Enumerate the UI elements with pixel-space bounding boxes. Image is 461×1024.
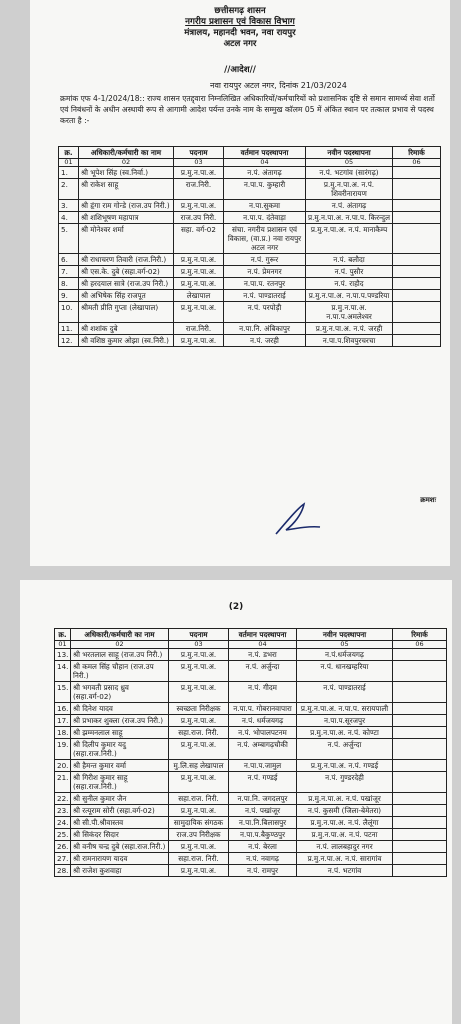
column-number: 02: [79, 159, 174, 167]
table-cell: प्र.मु.न.पा.अ.: [169, 661, 229, 682]
table-cell: न.पं. गुण्डरदेही: [297, 772, 393, 793]
table-cell: प्र.मु.न.पा.अ. न.पं. पटना: [297, 829, 393, 841]
table-cell: सहा.राज. निरी.: [169, 793, 229, 805]
table-row: [59, 224, 441, 254]
table-cell: [393, 266, 441, 278]
table-cell: न.पं. भोपालपटनम: [229, 727, 297, 739]
city-name: अटल नगर: [223, 39, 257, 49]
department-name: नगरीय प्रशासन एवं विकास विभाग: [185, 17, 295, 27]
table-cell: [393, 290, 441, 302]
table-cell: श्री भूपेश सिंह (स्व.निर्वा.): [79, 167, 174, 179]
column-number: 05: [297, 641, 393, 649]
table-row: [55, 817, 447, 829]
table-cell: श्री हैमन्त कुमार वर्मा: [71, 760, 169, 772]
table-cell: न.पा.प.जामुल: [229, 760, 297, 772]
table-row: [55, 661, 447, 682]
table-cell: 17.: [55, 715, 71, 727]
order-page-1: [30, 0, 450, 566]
table-cell: 15.: [55, 682, 71, 703]
table-cell: [393, 841, 447, 853]
table-cell: न.पं. गण्डई: [229, 772, 297, 793]
table-cell: न.पं. गुरूर: [224, 254, 306, 266]
table-cell: न.पं. पखांजूर: [229, 805, 297, 817]
table-cell: 9.: [59, 290, 79, 302]
column-header: अधिकारी/कर्मचारी का नाम: [79, 147, 174, 159]
column-header: रिमार्क: [393, 147, 441, 159]
column-number-row: [59, 159, 441, 167]
table-cell: न.पा.प.बैकुण्ठपुर: [229, 829, 297, 841]
table-cell: न.पं. धानखम्हरिया: [297, 661, 393, 682]
table-cell: सहा.राज. निरी.: [169, 727, 229, 739]
table-cell: राज.उप निरी.: [174, 212, 224, 224]
table-cell: [393, 200, 441, 212]
table-cell: प्र.मु.न.पा.अ.: [174, 278, 224, 290]
table-cell: प्र.मु.न.पा.अ. न.पं. पखांजूर: [297, 793, 393, 805]
table-cell: सहा. वर्ग-02: [174, 224, 224, 254]
table-row: [55, 829, 447, 841]
table-cell: श्री राधाचरण तिवारी (राज.निरी.): [79, 254, 174, 266]
table-cell: श्री राकेश साहू: [79, 179, 174, 200]
table-cell: 28.: [55, 865, 71, 877]
column-number: 04: [224, 159, 306, 167]
table-cell: श्री रत्यूराम सोरी (सहा.वर्ग-02): [71, 805, 169, 817]
table-cell: प्र.मु.न.पा.अ. न.पा.प.अमलेश्वर: [306, 302, 393, 323]
table-row: [55, 649, 447, 661]
table-cell: 4.: [59, 212, 79, 224]
table-cell: न.पं. राहौद: [306, 278, 393, 290]
table-cell: न.पं. कुसमी (जिला-बेमेतरा): [297, 805, 393, 817]
table-cell: [393, 829, 447, 841]
table-cell: प्र.मु.न.पा.अ. न.पं. सारागांव: [297, 853, 393, 865]
table-cell: श्री राजेश कुशवाहा: [71, 865, 169, 877]
table-header-row: [59, 147, 441, 159]
table-cell: न.पं. भटगांव: [297, 865, 393, 877]
govt-name: छत्तीसगढ़ शासन: [214, 6, 266, 16]
table-cell: प्र.मु.न.पा.अ. न.पं. गण्डई: [297, 760, 393, 772]
table-cell: [393, 865, 447, 877]
table-cell: प्र.मु.न.पा.अ.: [169, 715, 229, 727]
table-cell: श्री गिरीश कुमार साहू (सहा.राज.निरी.): [71, 772, 169, 793]
table-cell: श्री दिलीप कुमार यदु (सहा.राज.निरी.): [71, 739, 169, 760]
table-cell: श्री दिनेश यादव: [71, 703, 169, 715]
table-cell: [393, 760, 447, 772]
table-cell: 11.: [59, 323, 79, 335]
table-cell: प्र.मु.न.पा.अ. न.पं. लैलूंगा: [297, 817, 393, 829]
table-cell: 6.: [59, 254, 79, 266]
transfer-table-2: [54, 628, 447, 877]
table-cell: न.पं. डभरा: [229, 649, 297, 661]
table-cell: [393, 254, 441, 266]
table-cell: श्री मोनेश्वर शर्मा: [79, 224, 174, 254]
table-cell: 12.: [59, 335, 79, 347]
table-cell: [393, 715, 447, 727]
table-cell: प्र.मु.न.पा.अ.: [174, 266, 224, 278]
table-cell: [393, 335, 441, 347]
table-row: [59, 302, 441, 323]
table-cell: स्वच्छता निरीक्षक: [169, 703, 229, 715]
table-cell: न.पं. बेरला: [229, 841, 297, 853]
table-row: [55, 805, 447, 817]
table-row: [59, 200, 441, 212]
table-row: [59, 278, 441, 290]
table-cell: [393, 661, 447, 682]
table-cell: [393, 682, 447, 703]
table-cell: [393, 179, 441, 200]
table-cell: न.पा.प. दंतेवाड़ा: [224, 212, 306, 224]
table-cell: प्र.मु.न.पा.अ.: [174, 200, 224, 212]
table-cell: 13.: [55, 649, 71, 661]
table-cell: न.पं. लालबहादुर नगर: [297, 841, 393, 853]
signature: [258, 500, 328, 540]
table-cell: 27.: [55, 853, 71, 865]
table-row: [59, 335, 441, 347]
table-cell: प्र.मु.न.पा.अ.: [169, 682, 229, 703]
table-cell: श्री भगवती प्रसाद ध्रुव (सहा.वर्ग-02): [71, 682, 169, 703]
table-cell: श्री प्रभाकर शुक्ला (राज.उप निरी.): [71, 715, 169, 727]
table-cell: [393, 727, 447, 739]
table-row: [59, 323, 441, 335]
table-cell: [393, 853, 447, 865]
table-cell: 18.: [55, 727, 71, 739]
table-cell: श्री भरतलाल साहू (राज.उप निरी.): [71, 649, 169, 661]
table-cell: प्र.मु.न.पा.अ. न.पा.प. सरायपाली: [297, 703, 393, 715]
table-row: [59, 167, 441, 179]
page-number: (2): [228, 602, 244, 612]
column-header: क्र.: [59, 147, 79, 159]
order-paragraph: क्रमांक एफ 4-1/2024/18:: राज्य शासन एतद्द्वारा निम्नलिखित अधिकारियों/कर्मचारियों को प्रशासनिक दृष्टि से समान सामर्थ्य सेवा शर्तो एवं निबंधनों के अधीन अस्थायी रूप से आगामी आदेश पर्यन्त उनके नाम के सम्मुख कॉलम 05 में अंकित स्थान पर तत्काल प्रभाव से पदस्थ करता है :-: [60, 94, 435, 125]
table-cell: न.पं. नवागढ़: [229, 853, 297, 865]
table-cell: 8.: [59, 278, 79, 290]
table-cell: [393, 212, 441, 224]
column-header: वर्तमान पदस्थापना: [224, 147, 306, 159]
table-cell: न.पा.सुकमा: [224, 200, 306, 212]
table-row: [55, 703, 447, 715]
table-cell: [393, 323, 441, 335]
table-row: [55, 760, 447, 772]
table-cell: मु.लि.सह लेखापाल: [169, 760, 229, 772]
table-cell: न.पा.प. गोबरानवापारा: [229, 703, 297, 715]
table-cell: [393, 167, 441, 179]
table-row: [59, 179, 441, 200]
table-cell: [393, 278, 441, 290]
table-cell: 21.: [55, 772, 71, 793]
table-cell: न.पं. अर्जुन्दा: [297, 739, 393, 760]
table-cell: न.पा.प. कुम्हारी: [224, 179, 306, 200]
table-row: [55, 772, 447, 793]
table-cell: न.पं.धर्मजयगढ़: [297, 649, 393, 661]
table-cell: श्री वशिष्ठ कुमार ओझा (स्व.निरी.): [79, 335, 174, 347]
column-number: 01: [59, 159, 79, 167]
table-cell: प्र.मु.न.पा.अ. न.पं. कोण्टा: [297, 727, 393, 739]
column-header: रिमार्क: [393, 629, 447, 641]
table-cell: न.पा.प. रतनपुर: [224, 278, 306, 290]
table-row: [59, 212, 441, 224]
table-cell: न.पं. अंतागढ़: [224, 167, 306, 179]
order-title: //आदेश//: [224, 65, 256, 75]
table-cell: सामुदायिक संगठक: [169, 817, 229, 829]
table-cell: [393, 805, 447, 817]
table-cell: [393, 649, 447, 661]
table-cell: न.पं. प्रेमनगर: [224, 266, 306, 278]
table-cell: श्री सुनील कुमार जैन: [71, 793, 169, 805]
table-cell: न.पा.नि. अंबिकापुर: [224, 323, 306, 335]
table-cell: न.पा.प.शिवपुरचरचा: [306, 335, 393, 347]
column-number: 03: [169, 641, 229, 649]
table-cell: प्र.मु.न.पा.अ.: [169, 772, 229, 793]
table-cell: 22.: [55, 793, 71, 805]
table-cell: श्री शशांक दुबे: [79, 323, 174, 335]
column-header: क्र.: [55, 629, 71, 641]
table-cell: [393, 772, 447, 793]
table-cell: प्र.मु.न.पा.अ.: [174, 167, 224, 179]
table-cell: न.पं. धर्मजयगढ़: [229, 715, 297, 727]
letterhead: [30, 6, 450, 50]
column-header: अधिकारी/कर्मचारी का नाम: [71, 629, 169, 641]
table-cell: श्री शशिभूषण महापात्र: [79, 212, 174, 224]
column-header: नवीन पदस्थापना: [306, 147, 393, 159]
table-cell: प्र.मु.न.पा.अ.: [169, 805, 229, 817]
table-row: [55, 715, 447, 727]
table-cell: [393, 739, 447, 760]
table-cell: न.पं. जरही: [224, 335, 306, 347]
table-cell: प्र.मु.न.पा.अ.: [169, 865, 229, 877]
table-cell: 2.: [59, 179, 79, 200]
ministry-address: मंत्रालय, महानदी भवन, नवा रायपुर: [184, 28, 296, 38]
table-cell: [393, 793, 447, 805]
column-header: वर्तमान पदस्थापना: [229, 629, 297, 641]
table-cell: न.पं. भटगांव (सारंगढ़): [306, 167, 393, 179]
table-cell: न.पं. बलौदा: [306, 254, 393, 266]
transfer-table-1: [58, 146, 441, 347]
table-cell: श्री सी.पी.श्रीवास्तव: [71, 817, 169, 829]
table-cell: [393, 817, 447, 829]
table-cell: श्री कमल सिंह चौहान (राज.उप निरी.): [71, 661, 169, 682]
table-cell: प्र.मु.न.पा.अ. न.पं. शिवरीनारायण: [306, 179, 393, 200]
table-cell: लेखापाल: [174, 290, 224, 302]
table-cell: 14.: [55, 661, 71, 682]
table-cell: 25.: [55, 829, 71, 841]
table-row: [59, 266, 441, 278]
table-cell: संचा. नगरीय प्रशासन एवं विकास, (वा.प्र.) नवा रायपुर अटल नगर: [224, 224, 306, 254]
table-cell: श्रीमती प्रीति गुप्ता (लेखापाल): [79, 302, 174, 323]
table-cell: न.पं. रामपुर: [229, 865, 297, 877]
table-cell: राज.उप निरीक्षक: [169, 829, 229, 841]
column-header: पदनाम: [169, 629, 229, 641]
table-row: [55, 841, 447, 853]
table-cell: श्री झम्मनलाल साहू: [71, 727, 169, 739]
table-cell: न.पं. गीदम: [229, 682, 297, 703]
column-number: 06: [393, 159, 441, 167]
table-cell: प्र.मु.न.पा.अ. न.पं. मानाकैम्प: [306, 224, 393, 254]
table-cell: 16.: [55, 703, 71, 715]
table-row: [55, 853, 447, 865]
table-cell: प्र.मु.न.पा.अ.: [169, 841, 229, 853]
table-cell: 10.: [59, 302, 79, 323]
column-number: 06: [393, 641, 447, 649]
table-row: [55, 865, 447, 877]
table-cell: न.पा.नि.बिलासपुर: [229, 817, 297, 829]
table-cell: न.पा.प.सूरजपुर: [297, 715, 393, 727]
table-cell: 23.: [55, 805, 71, 817]
table-cell: प्र.मु.न.पा.अ. न.पं. जरही: [306, 323, 393, 335]
table-cell: प्र.मु.न.पा.अ.: [174, 254, 224, 266]
table-row: [55, 682, 447, 703]
table-cell: 5.: [59, 224, 79, 254]
table-cell: प्र.मु.न.पा.अ.: [169, 739, 229, 760]
table-cell: सहा.राज. निरी.: [169, 853, 229, 865]
table-row: [55, 739, 447, 760]
table-cell: 26.: [55, 841, 71, 853]
table-cell: न.पं. पाण्डातराई: [224, 290, 306, 302]
table-cell: राज.निरी.: [174, 323, 224, 335]
table-row: [55, 793, 447, 805]
table-cell: श्री सिकंदर सिदार: [71, 829, 169, 841]
table-cell: प्र.मु.न.पा.अ. न.पा.प. किरन्दुल: [306, 212, 393, 224]
column-number: 04: [229, 641, 297, 649]
table-cell: [393, 224, 441, 254]
table-cell: श्री हृंगा राम गोन्डे (राज.उप निरी.): [79, 200, 174, 212]
table-cell: प्र.मु.न.पा.अ.: [174, 335, 224, 347]
table-cell: प्र.मु.न.पा.अ. न.पा.प.पण्डरिया: [306, 290, 393, 302]
table-cell: 19.: [55, 739, 71, 760]
table-cell: 1.: [59, 167, 79, 179]
column-number-row: [55, 641, 447, 649]
table-cell: श्री वनीष चन्द्र दुबे (सहा.राज.निरी.): [71, 841, 169, 853]
table-cell: न.पं. पुसौर: [306, 266, 393, 278]
table-cell: 3.: [59, 200, 79, 212]
table-row: [59, 290, 441, 302]
table-cell: श्री अभिषेक सिंह राजपूत: [79, 290, 174, 302]
column-header: नवीन पदस्थापना: [297, 629, 393, 641]
table-cell: न.पं. अम्बागढ़चौकी: [229, 739, 297, 760]
continued-label: क्रमशः: [420, 496, 436, 504]
table-cell: 24.: [55, 817, 71, 829]
table-row: [59, 254, 441, 266]
table-cell: 7.: [59, 266, 79, 278]
table-cell: श्री रामनारायण यादव: [71, 853, 169, 865]
table-cell: श्री हरदयाल सात्रे (राज.उप निरी.): [79, 278, 174, 290]
column-number: 05: [306, 159, 393, 167]
column-number: 01: [55, 641, 71, 649]
table-cell: श्री एस.के. दुबे (सहा.वर्ग-02): [79, 266, 174, 278]
table-row: [55, 727, 447, 739]
table-cell: प्र.मु.न.पा.अ.: [169, 649, 229, 661]
order-page-2: [20, 580, 452, 1024]
table-cell: [393, 302, 441, 323]
column-number: 02: [71, 641, 169, 649]
column-number: 03: [174, 159, 224, 167]
table-cell: न.पा.नि. जगदलपुर: [229, 793, 297, 805]
table-cell: न.पं. परपोड़ी: [224, 302, 306, 323]
table-cell: [393, 703, 447, 715]
column-header: पदनाम: [174, 147, 224, 159]
table-cell: प्र.मु.न.पा.अ.: [174, 302, 224, 323]
place-date: नवा रायपुर अटल नगर, दिनांक 21/03/2024: [210, 81, 347, 90]
table-cell: 20.: [55, 760, 71, 772]
table-cell: न.पं. पाण्डातराई: [297, 682, 393, 703]
table-cell: राज.निरी.: [174, 179, 224, 200]
table-cell: न.पं. अर्जुन्दा: [229, 661, 297, 682]
table-cell: न.पं. अंतागढ़: [306, 200, 393, 212]
table-header-row: [55, 629, 447, 641]
